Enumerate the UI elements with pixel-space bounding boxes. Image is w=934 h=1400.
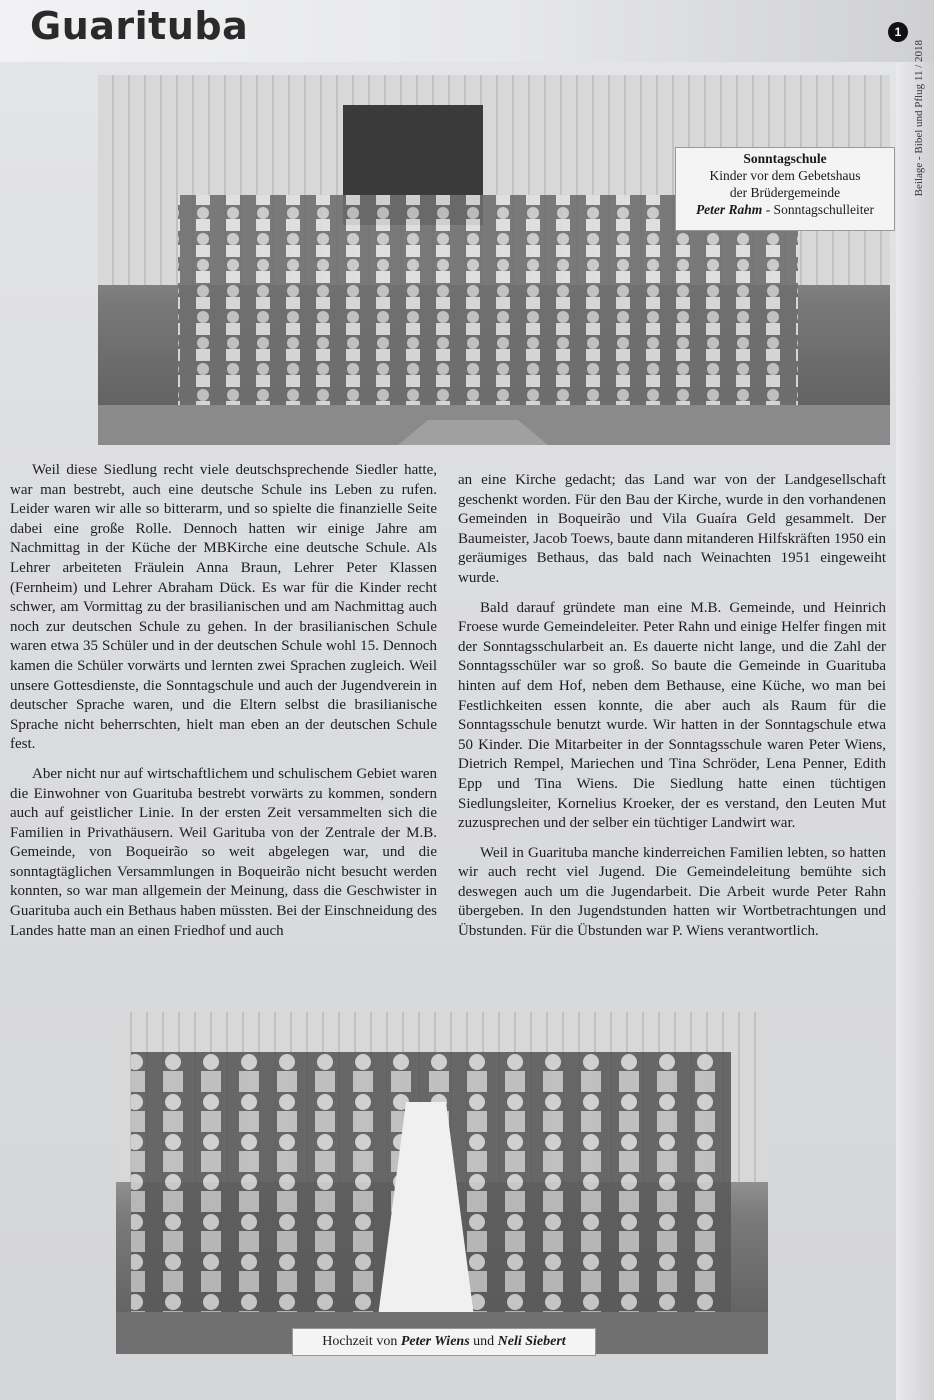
caption-name: Peter Rahm [695,202,763,217]
caption-and: und [469,1334,498,1349]
children-group-image [98,75,890,445]
caption-line: Kinder vor dem Gebetshaus [709,168,861,183]
sunday-school-photo [98,75,890,445]
top-photo-caption [675,147,895,231]
article-paragraph: Weil in Guarituba manche kinderreichen Familien lebten, so hatten wir auch recht viel Jugend. Die Gemeindeleitung bemühte sich deswegen auch um die Jugendarbeit. Die Arbeit wurde Peter Rahn übergeben. In den Jugendstunden hatten wir Wortbetrachtungen und Übstunden. Für die Übstunden war P. Wiens verantwortlich. [458,844,886,940]
page-number-badge: 1 [888,22,908,42]
article-paragraph: Bald darauf gründete man eine M.B. Gemeinde, und Heinrich Froese wurde Gemeindeleiter. Peter Rahn und einige Helfer fingen mit der Sonntagsschularbeit an. Es dauerte nicht lange, und die Zahl der Sonntagsschüler war so groß. So baute die Gemeinde in Guarituba hinten auf dem Hof, neben dem Bethause, eine Küche, wo man bei Festlichkeiten essen konnte, die aber auch als Raum für die Sonntagsschule benutzt wurde. Wir hatten in der Sonntagschule etwa 50 Kinder. Die Mitarbeiter in der Sonntagsschule waren Peter Wiens, Dietrich Rempel, Mariechen und Tina Schröder, Lena Penner, Edith Epp und Tina Wiens. Die Siedlung hatte einen tüchtigen Siedlungsleiter, Kornelius Kroeker, der es verstand, den Leuten Mut zuzusprechen und der selber ein tüchtiger Landwirt war. [458,599,886,832]
article-column-left [10,461,437,941]
caption-line: der Brüdergemeinde [729,185,841,200]
wedding-group-image [116,1012,768,1354]
header-band [0,0,934,62]
caption-bride: Neli Siebert [497,1334,566,1349]
article-column-right [458,471,886,942]
caption-role: - Sonntagschulleiter [762,202,875,217]
article-paragraph: an eine Kirche gedacht; das Land war von der Landgesellschaft geschenkt worden. Für den Bau der Kirche, wurde in den vorhandenen Gemeinden in Boqueirão und Vila Guaíra Geld gesammelt. Der Baumeister, Jacob Toews, baute dann mitanderen Hilfskräften 1950 ein geräumiges Bethaus, das bald nach Weinachten 1951 eingeweiht wurde. [458,472,886,586]
side-note [910,40,932,240]
bottom-photo-caption [292,1328,596,1356]
caption-credit [676,201,894,218]
article-paragraph: Aber nicht nur auf wirtschaftlichem und schulischem Gebiet waren die Einwohner von Guarituba bestrebt vorwärts zu kommen, sondern auch auf geistlicher Linie. In der ersten Zeit versammelten sich die Familien in Privathäusern. Weil Garituba von der Zentrale der M.B. Gemeinde, von Boqueirão so weit abgelegen war, und die sonntagtäglichen Versammlungen in Boqueirão nicht besucht werden konnten, so war man allgemein der Meinung, dass die Geschwister in Guarituba auch ein Bethaus haben müssten. Bei der Einschneidung des Landes hatte man an einen Friedhof und auch [10,765,437,939]
caption-title: Sonntagschule [743,151,827,166]
caption-groom: Peter Wiens [400,1334,470,1349]
caption-prefix: Hochzeit von [322,1334,401,1349]
article-paragraph: Weil diese Siedlung recht viele deutschsprechende Siedler hatte, war man bestrebt, auch eine deutsche Schule ins Leben zu rufen. Leider waren wir alle so bitterarm, und so spielte die finanzielle Seite dabei eine große Rolle. Dennoch hatten wir einige Jahre am Nachmittag in der Küche der MBKirche eine deutsche Schule. Als Lehrer arbeiteten Fräulein Anna Braun, Lehrer Peter Klassen (Fernheim) und Lehrer Abraham Dück. Es war für die Kinder recht schwer, am Vormittag zu der brasilianischen und am Nachmittag auch noch zur deutschen Schule zu gehen. In der brasilianischen Schule waren etwa 35 Schüler und in der deutschen Schule wohl 15. Dennoch kamen die Schüler vorwärts und lernten zwei Sprachen zugleich. Weil unsere Gottesdienste, die Sonntagschule und auch der Jugendverein in deutscher Sprache waren, und die Eltern selbst die brasilianische Sprache nicht beherrschten, hielt man eben an der deutschen Schule fest. [10,462,437,753]
wedding-photo [116,1012,768,1354]
side-note-text: Beilage - Bibel und Pflug 11 / 2018 [913,40,925,197]
page-title: Guarituba [30,4,249,48]
